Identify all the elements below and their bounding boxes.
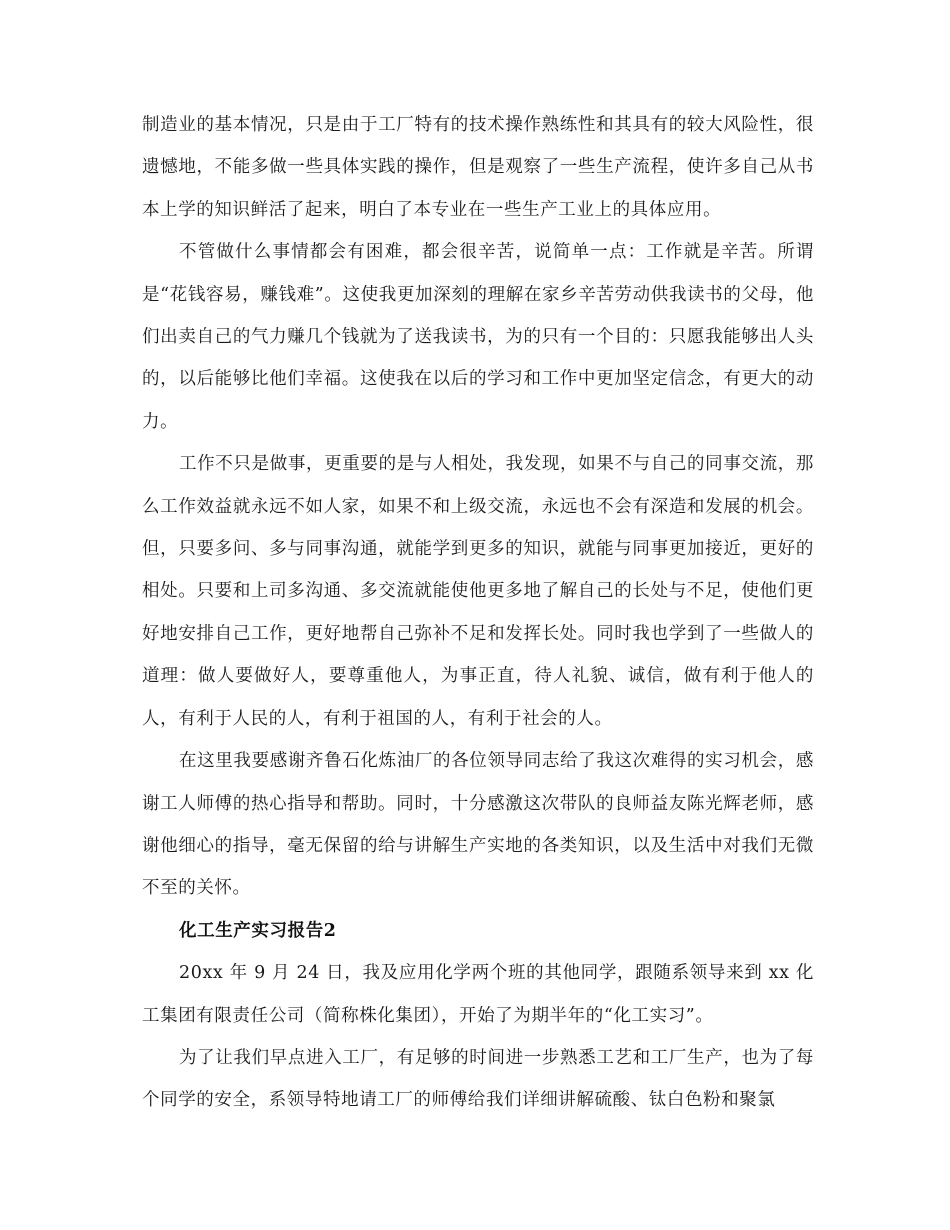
section-heading: 化工生产实习报告2 <box>179 920 337 941</box>
section-paragraph-2: 为了让我们早点进入工厂，有足够的时间进一步熟悉工艺和工厂生产，也为了每个同学的安全，系领导特地请工厂的师傅给我们详细讲解硫酸、钛白色粉和聚氯 <box>142 1047 814 1111</box>
paragraph-2: 不管做什么事情都会有困难，都会很辛苦，说简单一点：工作就是辛苦。所谓是“花钱容易，赚钱难”。这使我更加深刻的理解在家乡辛苦劳动供我读书的父母，他们出卖自己的气力赚几个钱就为了送我读书，为的只有一个目的：只愿我能够出人头的，以后能够比他们幸福。这使我在以后的学习和工作中更加坚定信念，有更大的动力。 <box>142 242 814 432</box>
paragraph-3: 工作不只是做事，更重要的是与人相处，我发现，如果不与自己的同事交流，那么工作效益就永远不如人家，如果不和上级交流，永远也不会有深造和发展的机会。但，只要多问、多与同事沟通，就能学到更多的知识，就能与同事更加接近，更好的相处。只要和上司多沟通、多交流就能使他更多地了解自己的长处与不足，使他们更好地安排自己工作，更好地帮自己弥补不足和发挥长处。同时我也学到了一些做人的道理：做人要做好人，要尊重他人，为事正直，待人礼貌、诚信，做有利于他人的人，有利于人民的人，有利于祖国的人，有利于社会的人。 <box>142 454 814 729</box>
document-body <box>142 104 814 1122</box>
paragraph-1: 制造业的基本情况，只是由于工厂特有的技术操作熟练性和其具有的较大风险性，很遗憾地，不能多做一些具体实践的操作，但是观察了一些生产流程，使许多自己从书本上学的知识鲜活了起来，明白了本专业在一些生产工业上的具体应用。 <box>142 115 814 220</box>
section-paragraph-1: 20xx 年 9 月 24 日，我及应用化学两个班的其他同学，跟随系领导来到 xx 化工集团有限责任公司（简称株化集团），开始了为期半年的“化工实习”。 <box>142 963 814 1026</box>
paragraph-4: 在这里我要感谢齐鲁石化炼油厂的各位领导同志给了我这次难得的实习机会，感谢工人师傅的热心指导和帮助。同时，十分感激这次带队的良师益友陈光辉老师，感谢他细心的指导，毫无保留的给与讲解生产实地的各类知识，以及生活中对我们无微不至的关怀。 <box>142 751 814 899</box>
